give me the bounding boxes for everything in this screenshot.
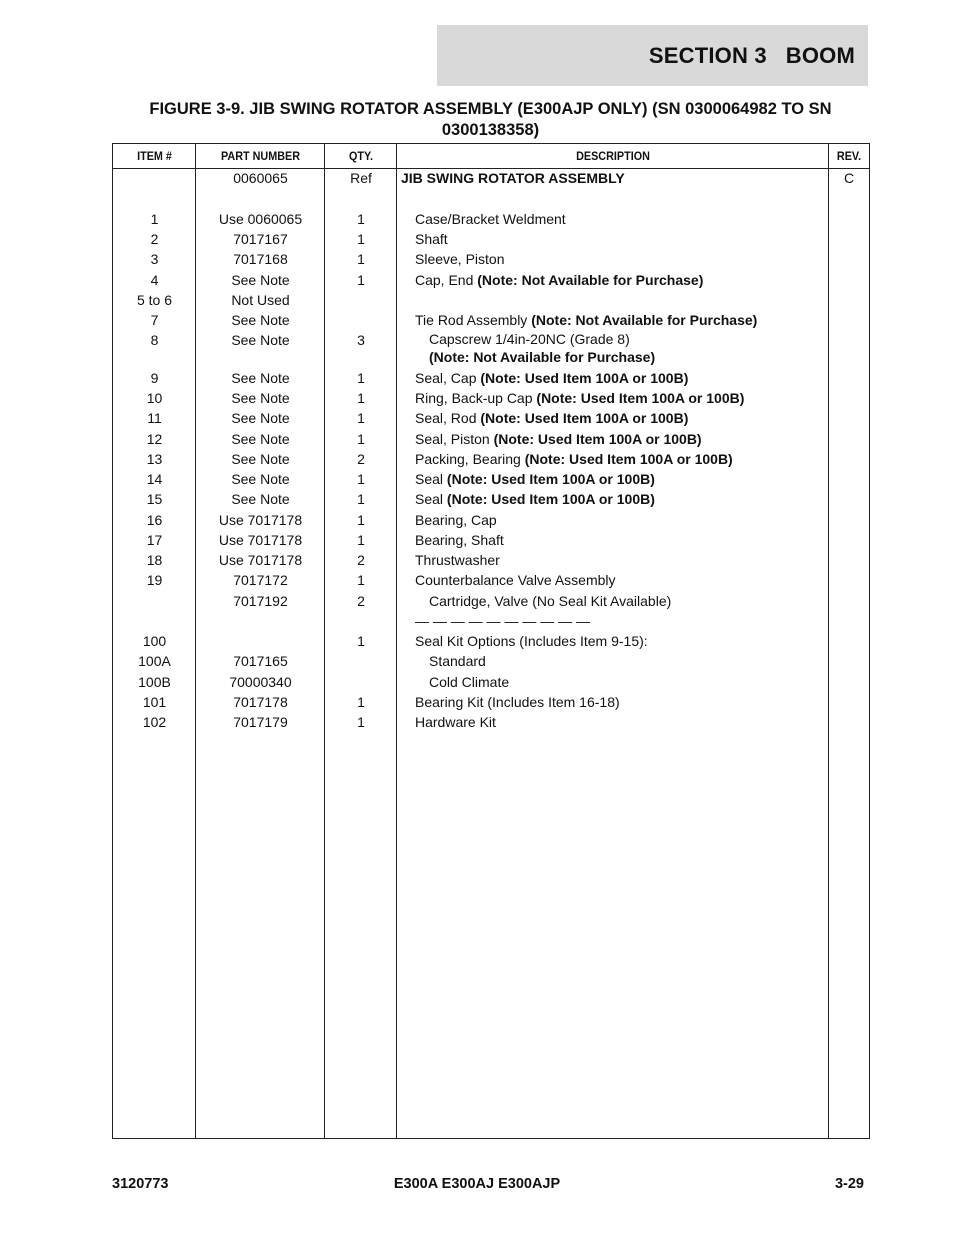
revision: C <box>843 170 855 186</box>
item-number: 3 <box>150 251 159 267</box>
part-number: See Note <box>231 390 290 406</box>
description-text: Standard <box>429 653 486 669</box>
description <box>397 229 847 249</box>
description <box>397 570 847 590</box>
description-text: Seal, Piston <box>415 431 494 447</box>
table-row <box>113 290 869 310</box>
description-text: Seal, Cap <box>415 370 481 386</box>
description-text: Sleeve, Piston <box>415 251 505 267</box>
table-row <box>113 591 869 611</box>
table-row <box>113 570 869 590</box>
quantity: 1 <box>357 491 365 507</box>
table-row <box>113 550 869 570</box>
quantity: 1 <box>357 370 365 386</box>
description-text: Packing, Bearing <box>415 451 525 467</box>
description-text: (Note: Used Item 100A or 100B) <box>493 431 702 447</box>
footer-models: E300A E300AJ E300AJP <box>393 1176 561 1192</box>
description-text: (Note: Used Item 100A or 100B) <box>446 491 655 507</box>
part-number: Use 7017178 <box>218 532 303 548</box>
parts-table <box>112 143 870 1139</box>
description <box>397 449 847 469</box>
table-row <box>113 249 869 269</box>
description <box>397 388 847 408</box>
section-banner <box>437 25 868 86</box>
header-qty: QTY. <box>348 149 373 163</box>
description <box>397 692 847 712</box>
description <box>397 631 847 651</box>
item-number: 15 <box>146 491 163 507</box>
part-number: 7017179 <box>233 714 288 730</box>
table-row <box>113 712 869 732</box>
part-number: 7017168 <box>233 251 288 267</box>
table-row <box>113 429 869 449</box>
footer-page-number: 3-29 <box>834 1176 864 1192</box>
table-row <box>113 672 869 692</box>
part-number: See Note <box>231 471 290 487</box>
part-number: 7017192 <box>233 593 288 609</box>
table-row <box>113 611 869 631</box>
footer-doc-number: 3120773 <box>112 1176 169 1192</box>
description-text: (Note: Used Item 100A or 100B) <box>536 390 745 406</box>
table-row <box>113 310 869 330</box>
description-text: Tie Rod Assembly <box>415 312 532 328</box>
table-row <box>113 510 869 530</box>
description <box>397 489 847 509</box>
description <box>397 330 861 366</box>
description <box>397 310 847 330</box>
figure-title <box>112 99 869 141</box>
item-number: 5 to 6 <box>136 292 173 308</box>
description <box>397 611 847 631</box>
header-rev: REV. <box>836 149 862 163</box>
description-text: Cartridge, Valve (No Seal Kit Available) <box>429 593 672 609</box>
description <box>397 209 847 229</box>
quantity: 1 <box>357 694 365 710</box>
part-number: 70000340 <box>229 674 292 690</box>
quantity: 1 <box>357 633 365 649</box>
item-number: 101 <box>142 694 167 710</box>
table-row <box>113 449 869 469</box>
part-number: Use 7017178 <box>218 552 303 568</box>
table-row <box>113 209 869 229</box>
description-text: JIB SWING ROTATOR ASSEMBLY <box>401 170 625 186</box>
description-text: Thrustwasher <box>415 552 500 568</box>
item-number: 2 <box>150 231 159 247</box>
description-text: Cold Climate <box>429 674 510 690</box>
description-text: Seal <box>415 471 447 487</box>
description-text: Cap, End <box>415 272 478 288</box>
quantity: 1 <box>357 572 365 588</box>
item-number: 102 <box>142 714 167 730</box>
part-number: See Note <box>231 332 290 348</box>
part-number: See Note <box>231 451 290 467</box>
quantity: 1 <box>357 410 365 426</box>
description-text: Bearing, Cap <box>415 512 497 528</box>
description <box>397 168 833 188</box>
description-text: Case/Bracket Weldment <box>415 211 566 227</box>
part-number: 0060065 <box>233 170 288 186</box>
description-text: Bearing, Shaft <box>415 532 504 548</box>
table-row <box>113 330 869 368</box>
description-text: Bearing Kit (Includes Item 16-18) <box>415 694 620 710</box>
item-number: 10 <box>146 390 163 406</box>
item-number: 100B <box>138 674 171 690</box>
description <box>397 408 847 428</box>
table-row <box>113 469 869 489</box>
item-number: 17 <box>146 532 163 548</box>
table-row <box>113 489 869 509</box>
quantity: 1 <box>357 512 365 528</box>
description-text: (Note: Not Available for Purchase) <box>531 312 758 328</box>
header-description: DESCRIPTION <box>576 149 650 163</box>
table-row <box>113 368 869 388</box>
part-number: See Note <box>231 312 290 328</box>
item-number: 9 <box>150 370 159 386</box>
description-text: (Note: Not Available for Purchase) <box>429 349 656 365</box>
item-number: 7 <box>150 312 159 328</box>
header-part-number: PART NUMBER <box>220 149 301 163</box>
part-number: Use 7017178 <box>218 512 303 528</box>
part-number: 7017165 <box>233 653 288 669</box>
description-text: Capscrew 1/4in-20NC (Grade 8) <box>429 331 630 347</box>
description <box>397 591 861 611</box>
part-number: See Note <box>231 370 290 386</box>
part-number: See Note <box>231 491 290 507</box>
description <box>397 510 847 530</box>
quantity: 1 <box>357 251 365 267</box>
quantity: 2 <box>357 552 365 568</box>
description <box>397 429 847 449</box>
figure-title-line-1: FIGURE 3-9. JIB SWING ROTATOR ASSEMBLY (E300AJP ONLY) (SN 0300064982 TO SN <box>149 100 832 118</box>
quantity: 1 <box>357 390 365 406</box>
item-number: 14 <box>146 471 163 487</box>
quantity: 1 <box>357 431 365 447</box>
item-number: 4 <box>150 272 159 288</box>
quantity: 1 <box>357 231 365 247</box>
description <box>397 530 847 550</box>
header-item: ITEM # <box>137 149 172 163</box>
table-row <box>113 631 869 651</box>
description-text: Seal Kit Options (Includes Item 9-15): <box>415 633 648 649</box>
description-text: (Note: Used Item 100A or 100B) <box>480 410 689 426</box>
part-number: Not Used <box>231 292 290 308</box>
description-text: Seal, Rod <box>415 410 481 426</box>
section-title: SECTION 3 BOOM <box>648 42 855 68</box>
description <box>397 368 847 388</box>
table-row <box>113 388 869 408</box>
description <box>397 469 847 489</box>
item-number: 13 <box>146 451 163 467</box>
part-number: 7017172 <box>233 572 288 588</box>
item-number: 100 <box>142 633 167 649</box>
table-row <box>113 229 869 249</box>
item-number: 1 <box>150 211 159 227</box>
part-number: 7017178 <box>233 694 288 710</box>
description-text: — — — — — — — — — — <box>415 613 591 629</box>
description-text: Counterbalance Valve Assembly <box>415 572 616 588</box>
part-number: See Note <box>231 272 290 288</box>
description-text: (Note: Used Item 100A or 100B) <box>446 471 655 487</box>
table-row <box>113 270 869 290</box>
description <box>397 712 847 732</box>
description-text: (Note: Used Item 100A or 100B) <box>524 451 733 467</box>
table-row <box>113 168 869 188</box>
table-row <box>113 651 869 671</box>
quantity: 2 <box>357 451 365 467</box>
part-number: See Note <box>231 431 290 447</box>
description <box>397 550 847 570</box>
quantity: 2 <box>357 593 365 609</box>
quantity: 1 <box>357 272 365 288</box>
description-text: Ring, Back-up Cap <box>415 390 537 406</box>
quantity: 1 <box>357 471 365 487</box>
part-number: 7017167 <box>233 231 288 247</box>
item-number: 16 <box>146 512 163 528</box>
item-number: 100A <box>138 653 171 669</box>
item-number: 11 <box>147 410 162 426</box>
description-text: (Note: Used Item 100A or 100B) <box>480 370 689 386</box>
description-text: Shaft <box>415 231 448 247</box>
description-text: Hardware Kit <box>415 714 496 730</box>
figure-title-line-2: 0300138358) <box>441 121 540 139</box>
description <box>397 672 861 692</box>
item-number: 12 <box>146 431 163 447</box>
quantity: 1 <box>357 714 365 730</box>
part-number: See Note <box>231 410 290 426</box>
quantity: 1 <box>357 211 365 227</box>
item-number: 19 <box>146 572 163 588</box>
table-header <box>113 144 869 169</box>
description <box>397 249 847 269</box>
description-text: Seal <box>415 491 447 507</box>
table-row <box>113 692 869 712</box>
table-row <box>113 530 869 550</box>
description <box>397 270 847 290</box>
description-text: (Note: Not Available for Purchase) <box>477 272 704 288</box>
table-row <box>113 408 869 428</box>
description <box>397 651 861 671</box>
item-number: 18 <box>146 552 163 568</box>
quantity: Ref <box>350 170 372 186</box>
quantity: 1 <box>357 532 365 548</box>
quantity: 3 <box>357 332 365 348</box>
part-number: Use 0060065 <box>218 211 303 227</box>
item-number: 8 <box>150 332 159 348</box>
